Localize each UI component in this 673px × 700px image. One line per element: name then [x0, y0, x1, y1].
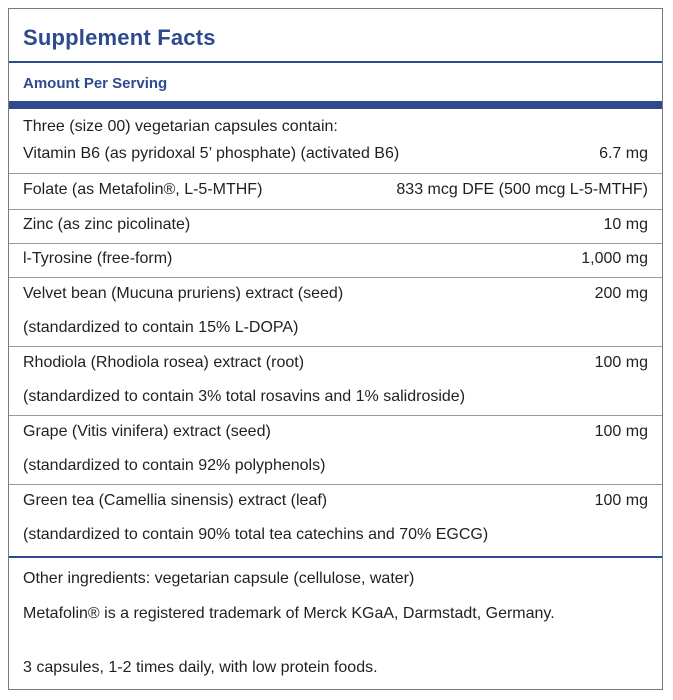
row-divider [9, 484, 662, 485]
header-thick-divider [9, 101, 662, 109]
ingredient-name: Green tea (Camellia sinensis) extract (leaf) [23, 492, 328, 509]
table-row [23, 491, 648, 511]
supplement-facts-panel [8, 8, 663, 690]
row-divider [9, 243, 662, 244]
ingredient-amount: 1,000 mg [581, 250, 648, 267]
ingredient-name: l-Tyrosine (free-form) [23, 250, 173, 267]
title-divider [9, 61, 662, 63]
table-row [23, 215, 648, 235]
ingredient-name: Vitamin B6 (as pyridoxal 5’ phosphate) (activated B6) [23, 145, 400, 162]
row-divider [9, 173, 662, 174]
row-divider [9, 277, 662, 278]
ingredient-name: Velvet bean (Mucuna pruriens) extract (seed) [23, 285, 344, 302]
table-row [23, 353, 648, 373]
trademark-note: Metafolin® is a registered trademark of Merck KGaA, Darmstadt, Germany. [23, 605, 555, 622]
ingredient-note: (standardized to contain 15% L-DOPA) [23, 319, 299, 336]
ingredient-amount: 200 mg [594, 285, 648, 302]
table-row [23, 284, 648, 304]
ingredient-amount: 833 mcg DFE (500 mcg L-5-MTHF) [396, 181, 648, 198]
other-ingredients: Other ingredients: vegetarian capsule (cellulose, water) [23, 570, 415, 587]
row-divider [9, 415, 662, 416]
panel-title: Supplement Facts [23, 25, 216, 50]
ingredient-name: Rhodiola (Rhodiola rosea) extract (root) [23, 354, 305, 371]
ingredient-name: Folate (as Metafolin®, L-5-MTHF) [23, 181, 263, 198]
amount-per-serving-label: Amount Per Serving [23, 75, 168, 92]
ingredient-note: (standardized to contain 92% polyphenols) [23, 457, 326, 474]
table-bottom-divider [9, 556, 662, 558]
ingredient-name: Zinc (as zinc picolinate) [23, 216, 191, 233]
table-row [23, 249, 648, 269]
row-divider [9, 209, 662, 210]
ingredient-note: (standardized to contain 90% total tea catechins and 70% EGCG) [23, 526, 489, 543]
table-row [23, 144, 648, 164]
ingredient-name: Grape (Vitis vinifera) extract (seed) [23, 423, 271, 440]
directions: 3 capsules, 1-2 times daily, with low protein foods. [23, 659, 378, 676]
ingredient-amount: 100 mg [594, 423, 648, 440]
ingredient-note: (standardized to contain 3% total rosavins and 1% salidroside) [23, 388, 466, 405]
ingredient-amount: 10 mg [603, 216, 648, 233]
table-row [23, 422, 648, 442]
ingredient-amount: 6.7 mg [599, 145, 648, 162]
ingredient-amount: 100 mg [594, 492, 648, 509]
row-divider [9, 346, 662, 347]
table-row [23, 180, 648, 200]
ingredient-amount: 100 mg [594, 354, 648, 371]
serving-intro: Three (size 00) vegetarian capsules contain: [23, 118, 338, 135]
